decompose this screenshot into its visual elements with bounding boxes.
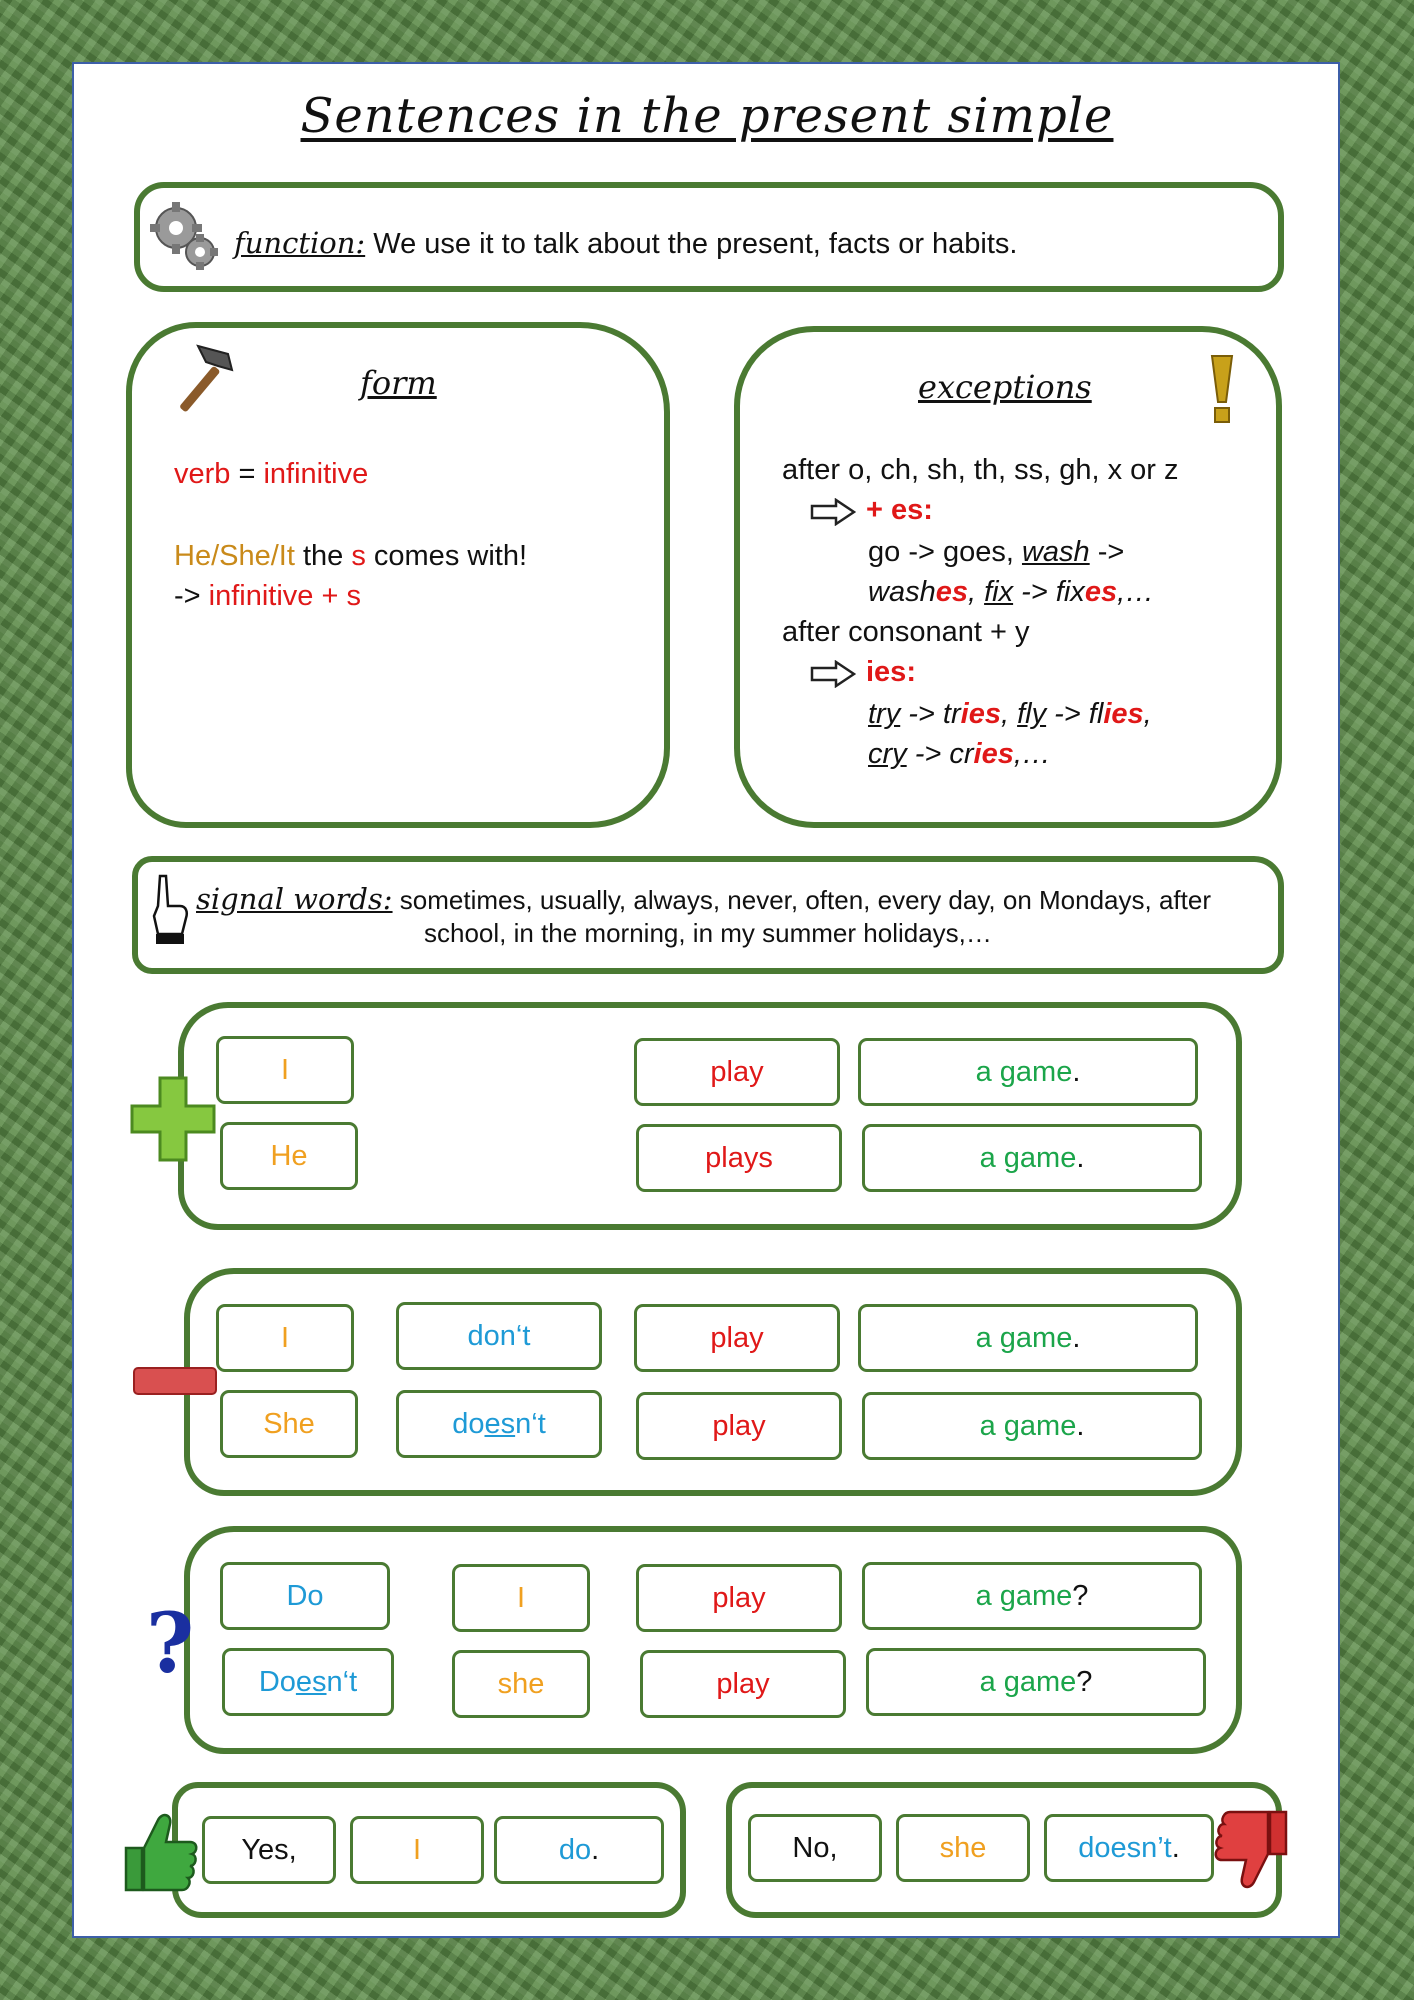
gears-icon [150,200,220,272]
ex-ies: ies [960,698,1001,730]
word: don‘t [467,1319,531,1352]
form-plus-s: + s [313,580,361,612]
word: She [263,1407,315,1440]
word: Do [286,1579,324,1612]
ex-ies-2: ies [1103,698,1144,730]
word: play [716,1667,770,1700]
plus-icon [128,1074,218,1164]
word: doesn’t [1078,1831,1172,1864]
form-heading: form [360,364,437,402]
word: she [497,1667,545,1700]
ex-cry: cry [868,738,907,770]
ex-ellipsis: ,… [1117,576,1155,608]
form-equals: = [230,458,264,490]
ex-fix: fix [984,576,1014,608]
positive-verb-1 [634,1038,840,1106]
ex-wash-stem: wash [868,576,936,608]
form-verb: verb [174,458,231,490]
question-box [184,1526,1242,1754]
exceptions-rule-1: after o, ch, sh, th, ss, gh, x or z [782,454,1179,486]
ex-fl: -> fl [1046,698,1104,730]
word: do [558,1833,592,1866]
question-verb-2 [640,1650,846,1718]
function-label: function: [234,226,366,260]
no-word-1 [748,1814,882,1882]
ex-try: try [868,698,901,730]
word: n‘t [326,1665,358,1698]
negative-object-1 [858,1304,1198,1372]
ex-comma: , [967,576,985,608]
word: play [710,1055,764,1088]
positive-subject-1 [216,1036,354,1104]
yes-word-3 [494,1816,664,1884]
positive-object-2 [862,1124,1202,1192]
signal-words-label: signal words: [196,882,393,916]
yes-word-1 [202,1816,336,1884]
word: I [412,1833,422,1866]
word: play [710,1321,764,1354]
negative-subject-2 [220,1390,358,1458]
negative-subject-1 [216,1304,354,1372]
thumbs-down-icon [1212,1808,1296,1894]
word: a game [979,1409,1077,1442]
word: she [939,1831,987,1864]
question-mark-icon: ? [146,1596,195,1692]
ex-comma-3: , [1143,698,1152,730]
word: n‘t [515,1407,546,1440]
form-arrow: -> [174,580,209,612]
question-verb-1 [636,1564,842,1632]
question-subject-2 [452,1650,590,1718]
pointing-hand-icon [146,872,196,948]
exceptions-ending-1: + es: [866,494,933,526]
exceptions-heading: exceptions [918,368,1092,406]
function-text: We use it to talk about the present, facts or habits. [373,228,1018,260]
word: He [270,1139,308,1172]
question-object-1 [862,1562,1202,1630]
form-pronouns: He/She/It [174,540,295,572]
word: es [295,1665,327,1698]
ex-cr: -> cr [906,738,974,770]
word: do [452,1407,485,1440]
question-aux-1 [220,1562,390,1630]
ex-fly: fly [1017,698,1047,730]
word: es [484,1407,516,1440]
word: No, [792,1831,838,1864]
word: I [516,1581,526,1614]
negative-verb-1 [634,1304,840,1372]
question-aux-2 [222,1648,394,1716]
word: a game [975,1055,1073,1088]
signal-words-line-2: school, in the morning, in my summer holidays,… [424,918,992,948]
form-s: s [351,540,366,572]
punct: . [1076,1141,1085,1174]
form-comes-with: comes with! [365,540,528,572]
signal-words-line-1 [196,882,1211,916]
ex-tr: -> tr [900,698,961,730]
ex-arrow: -> [1089,536,1125,568]
negative-aux-1 [396,1302,602,1370]
no-word-3 [1044,1814,1214,1882]
no-word-2 [896,1814,1030,1882]
thumbs-up-icon [116,1808,200,1894]
word: a game [975,1321,1073,1354]
punct: . [591,1833,600,1866]
form-infinitive-2: infinitive [208,580,314,612]
exceptions-example-2 [868,576,1154,609]
ex-ellipsis-2: ,… [1013,738,1051,770]
word: I [280,1321,290,1354]
negative-verb-2 [636,1392,842,1460]
word: Yes, [241,1833,297,1866]
arrow-icon-2 [810,660,856,688]
form-the: the [294,540,352,572]
ex-fix-arrow: -> fix [1013,576,1085,608]
minus-icon [132,1364,218,1398]
word: a game [979,1141,1077,1174]
positive-subject-2 [220,1122,358,1190]
exceptions-example-1 [868,536,1124,569]
ex-es-2: es [1084,576,1118,608]
positive-verb-2 [636,1124,842,1192]
ex-comma-2: , [1000,698,1018,730]
punct: . [1076,1409,1085,1442]
word: a game [975,1579,1073,1612]
ex-es: es [935,576,968,608]
exceptions-rule-2: after consonant + y [782,616,1030,648]
function-row [234,226,1018,261]
hammer-icon [166,340,240,414]
punct: . [1171,1831,1180,1864]
word: play [712,1409,766,1442]
form-line-3 [174,580,361,613]
ex-ies-3: ies [973,738,1014,770]
question-object-2 [866,1648,1206,1716]
word: play [712,1581,766,1614]
word: I [280,1053,290,1086]
form-line-1 [174,458,368,491]
question-subject-1 [452,1564,590,1632]
word: Do [258,1665,296,1698]
negative-object-2 [862,1392,1202,1460]
punct: ? [1072,1579,1089,1612]
ex-wash: wash [1021,536,1090,568]
signal-words-text-1: sometimes, usually, always, never, often, every day, on Mondays, after [399,885,1211,915]
yes-word-2 [350,1816,484,1884]
form-line-2 [174,540,527,573]
negative-aux-2 [396,1390,602,1458]
exceptions-example-3 [868,698,1152,731]
positive-object-1 [858,1038,1198,1106]
word: plays [705,1141,773,1174]
arrow-icon [810,498,856,526]
form-infinitive: infinitive [263,458,369,490]
word: a game [979,1665,1077,1698]
punct: . [1072,1321,1081,1354]
exceptions-example-4 [868,738,1051,771]
page-title: Sentences in the present simple [300,88,1114,144]
negative-box [184,1268,1242,1496]
punct: ? [1076,1665,1093,1698]
exclamation-icon [1208,354,1236,426]
exceptions-ending-2: ies: [866,656,916,688]
punct: . [1072,1055,1081,1088]
ex-go-goes: go -> goes, [868,536,1022,568]
